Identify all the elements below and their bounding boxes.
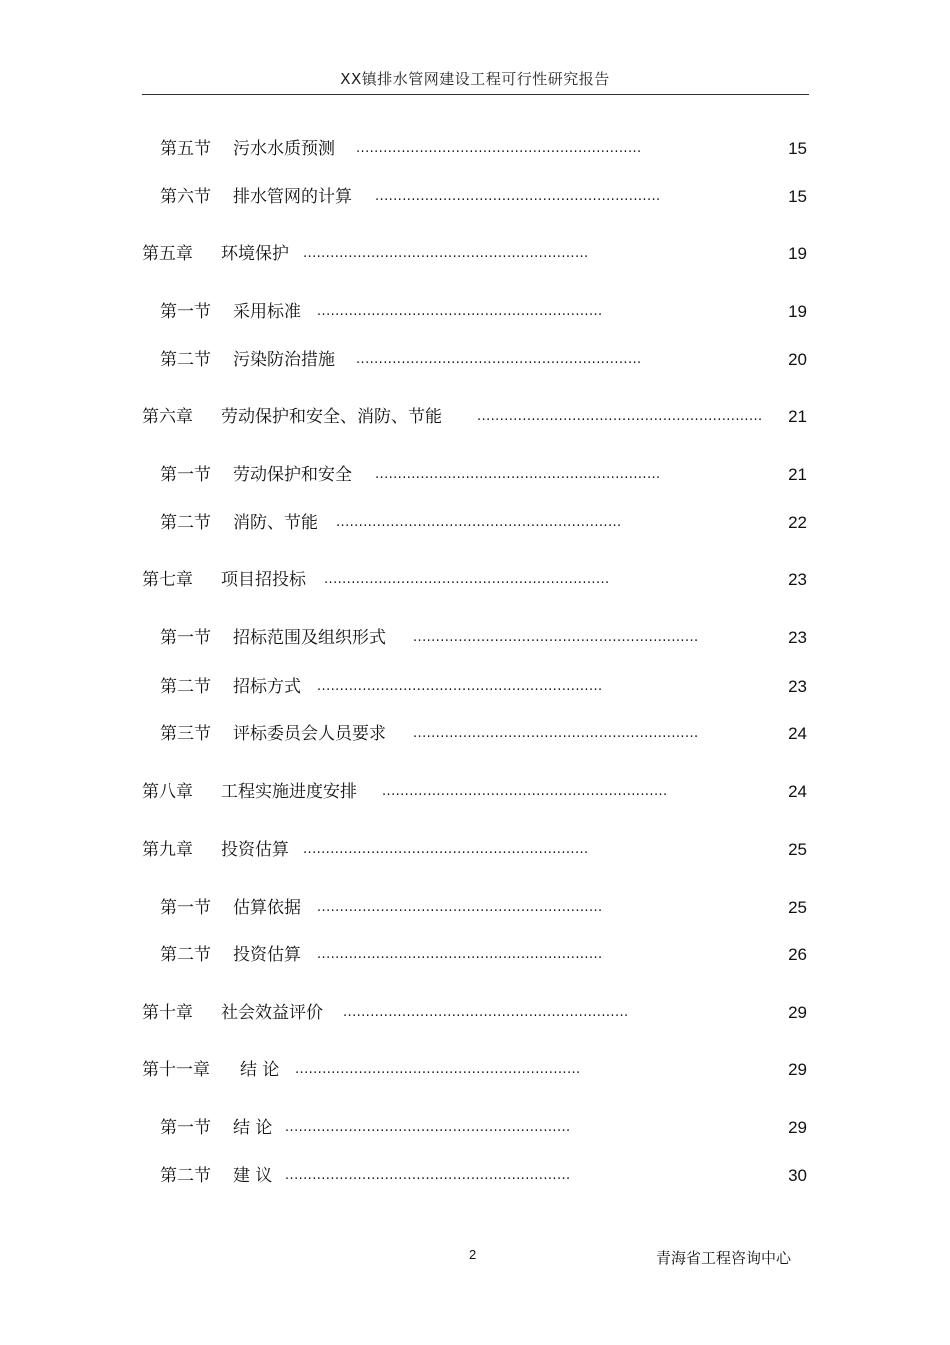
toc-entry-page: 29 [788,1003,807,1022]
toc-entry-title: 消防、节能 [233,513,318,533]
footer-organization: 青海省工程咨询中心 [656,1249,792,1267]
toc-entry-label: 第三节 [160,724,211,744]
toc-entry-page: 21 [788,465,807,484]
toc-entry-leader: ............................................................... [382,784,668,799]
toc-entry-title: 环境保护 [221,244,289,264]
toc-entry-title: 评标委员会人员要求 [233,724,386,744]
toc-entry[interactable] [0,242,950,266]
toc-entry-title: 采用标准 [233,302,301,322]
toc-entry-label: 第九章 [142,840,193,860]
toc-entry-page: 23 [788,677,807,696]
toc-entry-label: 第八章 [142,782,193,802]
toc-entry-leader: ............................................................... [343,1005,629,1020]
toc-entry-leader: ............................................................... [303,842,589,857]
toc-entry-page: 24 [788,724,807,743]
toc-entry-leader: ............................................................... [317,947,603,962]
toc-entry[interactable] [0,1001,950,1025]
toc-entry-leader: ............................................................... [477,409,763,424]
toc-entry-page: 20 [788,350,807,369]
toc-entry-title: 劳动保护和安全 [233,465,352,485]
toc-entry-title: 结 论 [233,1118,273,1138]
toc-entry-leader: ............................................................... [356,352,642,367]
toc-entry[interactable] [0,1058,950,1082]
toc-entry[interactable] [0,1164,950,1188]
toc-entry-page: 25 [788,898,807,917]
toc-entry-page: 30 [788,1166,807,1185]
toc-entry-title: 投资估算 [233,945,301,965]
toc-entry-label: 第二节 [160,350,211,370]
toc-entry-leader: ............................................................... [413,726,699,741]
toc-entry-label: 第六章 [142,407,193,427]
toc-entry-page: 26 [788,945,807,964]
toc-entry[interactable] [0,511,950,535]
toc-entry-page: 29 [788,1118,807,1137]
toc-entry-label: 第六节 [160,187,211,207]
toc-entry-leader: ............................................................... [336,515,622,530]
toc-entry-page: 22 [788,513,807,532]
toc-entry-leader: ............................................................... [375,467,661,482]
toc-entry-title: 结 论 [240,1060,280,1080]
toc-entry[interactable] [0,568,950,592]
toc-entry-label: 第一节 [160,1118,211,1138]
toc-entry-label: 第五节 [160,139,211,159]
toc-entry-leader: ............................................................... [317,679,603,694]
toc-entry-leader: ............................................................... [317,900,603,915]
toc-entry[interactable] [0,675,950,699]
toc-entry-label: 第一节 [160,465,211,485]
toc-entry[interactable] [0,943,950,967]
toc-entry-page: 23 [788,570,807,589]
toc-entry-page: 19 [788,302,807,321]
toc-entry[interactable] [0,463,950,487]
toc-entry-title: 投资估算 [221,840,289,860]
toc-entry-leader: ............................................................... [317,304,603,319]
toc-entry-title: 招标方式 [233,677,301,697]
toc-entry-page: 25 [788,840,807,859]
toc-entry-page: 15 [788,187,807,206]
toc-entry[interactable] [0,348,950,372]
toc-entry-leader: ............................................................... [413,630,699,645]
toc-entry-title: 污水水质预测 [233,139,335,159]
toc-entry-page: 29 [788,1060,807,1079]
toc-entry-leader: ............................................................... [375,189,661,204]
toc-entry-title: 社会效益评价 [221,1003,323,1023]
toc-entry-label: 第一节 [160,302,211,322]
toc-entry-label: 第二节 [160,945,211,965]
toc-entry-title: 项目招投标 [221,570,306,590]
toc-entry[interactable] [0,780,950,804]
toc-entry-page: 19 [788,244,807,263]
toc-entry-leader: ............................................................... [285,1168,571,1183]
toc-entry-leader: ............................................................... [303,246,589,261]
page-header-title: XX镇排水管网建设工程可行性研究报告 [340,70,610,88]
toc-entry-page: 24 [788,782,807,801]
toc-entry[interactable] [0,722,950,746]
toc-entry-title: 估算依据 [233,898,301,918]
toc-entry-title: 招标范围及组织形式 [233,628,386,648]
toc-entry[interactable] [0,1116,950,1140]
toc-entry-label: 第二节 [160,513,211,533]
toc-entry-leader: ............................................................... [324,572,610,587]
toc-entry[interactable] [0,300,950,324]
toc-entry[interactable] [0,405,950,429]
toc-entry-title: 工程实施进度安排 [221,782,357,802]
toc-entry-page: 15 [788,139,807,158]
toc-entry-label: 第二节 [160,677,211,697]
toc-entry-leader: ............................................................... [356,141,642,156]
toc-entry[interactable] [0,137,950,161]
toc-entry-title: 排水管网的计算 [233,187,352,207]
footer-page-number: 2 [469,1247,477,1262]
toc-entry[interactable] [0,896,950,920]
toc-entry[interactable] [0,626,950,650]
toc-entry-label: 第一节 [160,898,211,918]
toc-entry-title: 污染防治措施 [233,350,335,370]
toc-entry-leader: ............................................................... [295,1062,581,1077]
toc-entry-label: 第二节 [160,1166,211,1186]
toc-entry[interactable] [0,185,950,209]
toc-entry-leader: ............................................................... [285,1120,571,1135]
toc-entry-title: 建 议 [233,1166,273,1186]
toc-entry-label: 第十章 [142,1003,193,1023]
toc-entry-label: 第十一章 [142,1060,210,1080]
toc-entry-page: 21 [788,407,807,426]
toc-entry-title: 劳动保护和安全、消防、节能 [221,407,442,427]
toc-entry-label: 第五章 [142,244,193,264]
toc-entry-label: 第一节 [160,628,211,648]
toc-entry-page: 23 [788,628,807,647]
toc-entry-label: 第七章 [142,570,193,590]
toc-entry[interactable] [0,838,950,862]
